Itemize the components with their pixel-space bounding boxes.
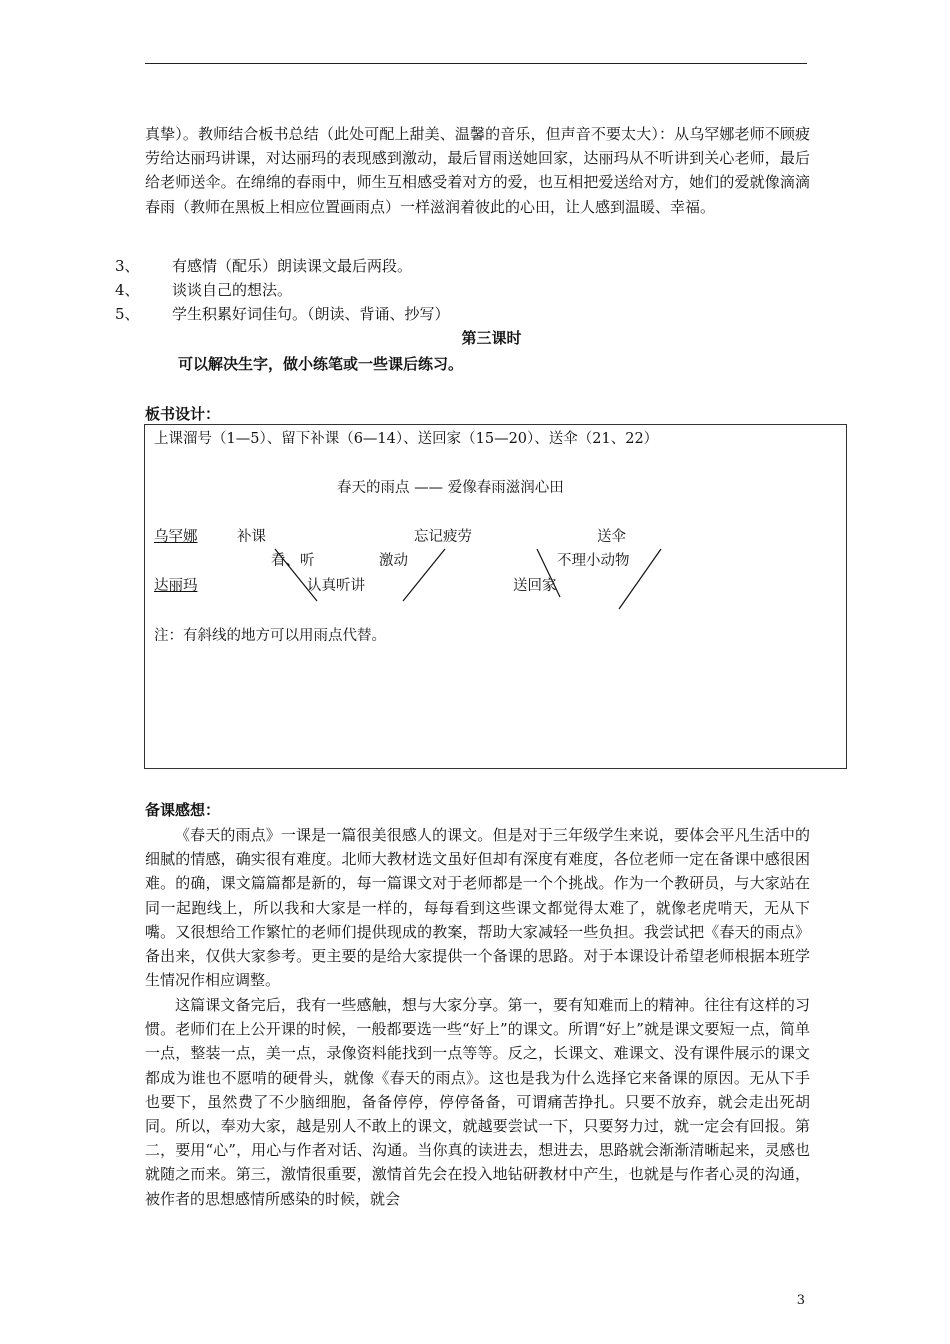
board-listen-carefully: 认真听讲 — [307, 578, 365, 594]
board-note: 注：有斜线的地方可以用雨点代替。 — [154, 628, 386, 644]
list-text: 学生积累好词佳句。（朗读、背诵、抄写） — [172, 305, 450, 323]
board-umbrella: 送伞 — [597, 529, 626, 545]
list-number: 4、 — [115, 281, 140, 299]
board-tutoring: 补课 — [237, 529, 266, 545]
board-heading: 板书设计： — [145, 405, 221, 423]
raindrop-slash-marks — [145, 425, 846, 768]
slash-mark — [537, 549, 560, 597]
top-paragraph: 真挚）。教师结合板书总结（此处可配上甜美、温馨的音乐，但声音不要太大）：从乌罕娜老师不顾疲劳给达丽玛讲课，对达丽玛的表现感到激动，最后冒雨送她回家，达丽玛从不听讲到关心老师，最后给老师送伞。在绵绵的春雨中，师生互相感受着对方的爱，也互相把爱送给对方，她们的爱就像滴滴春雨（教师在黑板上相应位置画雨点）一样滋润着彼此的心田，让人感到温暖、幸福。 — [145, 125, 810, 216]
list-item — [0, 302, 950, 326]
slash-mark — [275, 549, 317, 601]
list-text: 有感情（配乐）朗读课文最后两段。 — [172, 257, 413, 275]
reflection-paragraph-2: 这篇课文备完后，我有一些感触，想与大家分享。第一，要有知难而上的精神。往往有这样的习惯。老师们在上公开课的时候，一般都要选一些“好上”的课文。所谓“好上”就是课文要短一点，简单一点，整装一点，美一点，录像资料能找到一点等等。反之，长课文、难课文、没有课件展示的课文都成为谁也不愿啃的硬骨头，就像《春天的雨点》。这也是我为什么选择它来备课的原因。无从下手也要下，虽然费了不少脑细胞，备备停停，停停备备，可谓痛苦挣扎。只要不放弃，就会走出死胡同。所以，奉劝大家，越是别人不敢上的课文，就越要尝试一下，只要努力过，就一定会有回报。第二，要用“心”，用心与作者对话、沟通。当你真的读进去，想进去，思路就会渐渐清晰起来，灵感也就随之而来。第三，激情很重要，激情首先会在投入地钻研教材中产生，也就是与作者心灵的沟通，被作者的思想感情所感染的时候，就会 — [145, 996, 810, 1208]
board-title: 春天的雨点 —— 爱像春雨滋润心田 — [337, 480, 564, 496]
board-send-home: 送回家 — [513, 578, 557, 594]
header-rule — [145, 63, 807, 64]
slash-mark — [619, 549, 661, 609]
slash-mark — [403, 549, 445, 601]
board-line1: 上课溜号（1—5）、留下补课（6—14）、送回家（15—20）、送伞（21、22） — [154, 431, 659, 447]
board-ignore-animals: 不理小动物 — [557, 553, 630, 569]
lesson3-heading: 第三课时 — [461, 329, 522, 347]
list-number: 3、 — [115, 257, 140, 275]
list-number: 5、 — [115, 305, 140, 323]
list-text: 谈谈自己的想法。 — [172, 281, 293, 299]
board-look-listen: 看、听 — [271, 553, 315, 569]
board-teacher: 乌罕娜 — [154, 529, 198, 545]
reflection-paragraph-1: 《春天的雨点》一课是一篇很美很感人的课文。但是对于三年级学生来说，要体会平凡生活中的细腻的情感，确实很有难度。北师大教材选文虽好但却有深度有难度，各位老师一定在备课中感很困难。的确，课文篇篇都是新的，每一篇课文对于老师都是一个个挑战。作为一个教研员，与大家站在同一起跑线上，所以我和大家是一样的，每每看到这些课文都觉得太难了，就像老虎啃天，无从下嘴。又很想给工作繁忙的老师们提供现成的教案，帮助大家减轻一些负担。我尝试把《春天的雨点》备出来，仅供大家参考。更主要的是给大家提供一个备课的思路。对于本课设计希望老师根据本班学生情况作相应调整。 — [145, 826, 810, 990]
board-design-box — [144, 424, 847, 769]
list-item — [0, 254, 950, 278]
board-forget-fatigue: 忘记疲劳 — [414, 529, 472, 545]
page-number: 3 — [796, 1293, 805, 1308]
board-student: 达丽玛 — [154, 578, 198, 594]
reflection-heading: 备课感想： — [145, 801, 221, 819]
lesson3-text: 可以解决生字，做小练笔或一些课后练习。 — [178, 355, 464, 373]
list-item — [0, 278, 950, 302]
board-moved: 激动 — [379, 553, 408, 569]
